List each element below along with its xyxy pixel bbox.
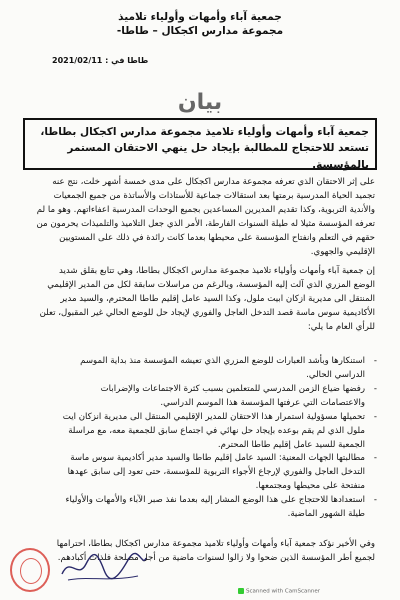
document-title: بيان [177,90,223,115]
org-name-line2: مجموعة مدارس اكجكال – طاطا- [116,25,284,38]
list-item: - استعدادها للاحتجاج على هذا الوضع المشار إليه بعدما نفذ صبر الآباء والأمهات والأولياء طيلة الشهور الماضية. [65,495,377,520]
paragraph-intro: على إثر الاحتقان الذي تعرفه مجموعة مدارس اكجكال على مدى خمسة أشهر خلت، نتج عنه تجميد الحياة المدرسية برمتها بعد استقالات جماعية للأستاذات والأساتذة من جميع الجمعيات والأندية التربوية، وكذا تقديم المديرين المساعدين بجميع الوحدات المدرسية اعفاءاتهم. وهو ما لم تعرفه المؤسسة مثيلا له طيلة السنوات الفارطة، الأمر الذي جعل التلاميذ والتلميذات يحرمون من حقهم في التعلم وانفتاح المؤسسة على محيطها بعدما كانت رائدة في ذلك على المستويين الإقليمي والجهوي. [36,177,375,257]
list-item: - مطالبتها الجهات المعنية: السيد عامل إقليم طاطا والسيد مدير أكاديمية سوس ماسة التدخل العاجل والفوري لإرجاع الأجواء التربوية للمؤسسة، حتى تعود إلى سابق عهدها منفتحة على محيطها ومجتمعها. [67,453,377,492]
list-bullet: - [373,495,377,506]
scanner-note: Scanned with CamScanner [246,588,320,595]
list-item: - رفضها ضياع الزمن المدرسي للمتعلمين بسبب كثرة الاجتماعات والإضرابات والاعتصامات التي عرفتها المؤسسة هذا الموسم الدراسي. [100,383,377,408]
list-bullet: - [373,356,377,366]
demands-list [55,355,377,522]
org-name-line1: جمعية آباء وأمهات وأولياء تلاميذ [118,11,282,23]
list-bullet: - [373,411,377,422]
summary-text: جمعية آباء وأمهات وأولياء تلاميذ مجموعة مدارس اكجكال بطاطا، تستعد للاحتجاج للمطالبة بإيجاد حل ينهي الاحتقان المستمر بالمؤسسة. [40,126,369,171]
summary-box [23,118,377,170]
list-bullet: - [373,383,377,394]
official-stamp [10,548,50,592]
camscanner-icon [238,588,244,594]
document-date: طاطا في : 2021/02/11 [52,56,149,65]
list-bullet: - [373,453,377,464]
paragraph-statement: إن جمعية آباء وأمهات وأولياء تلاميذ مجموعة مدارس اكجكال بطاطا، وهي تتابع بقلق شديد الوضع المزري الذي آلت إليه المؤسسة، وبالرغم من مراسلات سابقة لكل من المدير الإقليمي المنتقل الى مديرية ازكان ابيت ملول، وكذا السيد عامل إقليم طاطا المحترم، والسيد مدير الأكاديمية سوس ماسة قصد التدخل العاجل والفوري لإيجاد حل للوضع الحالي غير المقبول، تعلن للرأي العام ما يلي: [39,266,375,332]
list-item: - استنكارها وبأشد العبارات للوضع المزري الذي تعيشه المؤسسة منذ بداية الموسم الدراسي الحالي. [80,356,377,380]
signature [58,550,148,586]
scanner-watermark [238,588,320,595]
organization-header [0,10,400,38]
list-item: - تحميلها مسؤولية استمرار هذا الاحتقان للمدير الإقليمي المنتقل الى مديرية انزكان ايت ملول الذي لم يقم بوعده بإيجاد حل نهائي في اجتماع سابق للجمعية معه، مع مراسلة الجمعية للسيد عامل إقليم طاطا المحترم. [62,411,377,450]
closing-paragraph: وفي الأخير نؤكد جمعية آباء وأمهات وأولياء تلاميذ مجموعة مدارس اكجكال بطاطا، احترامها لجميع أطر المؤسسة الذين ضحوا ولا زالوا لسنوات ماضية من أجل مصلحة فلذات أكبادهم. [56,539,375,563]
